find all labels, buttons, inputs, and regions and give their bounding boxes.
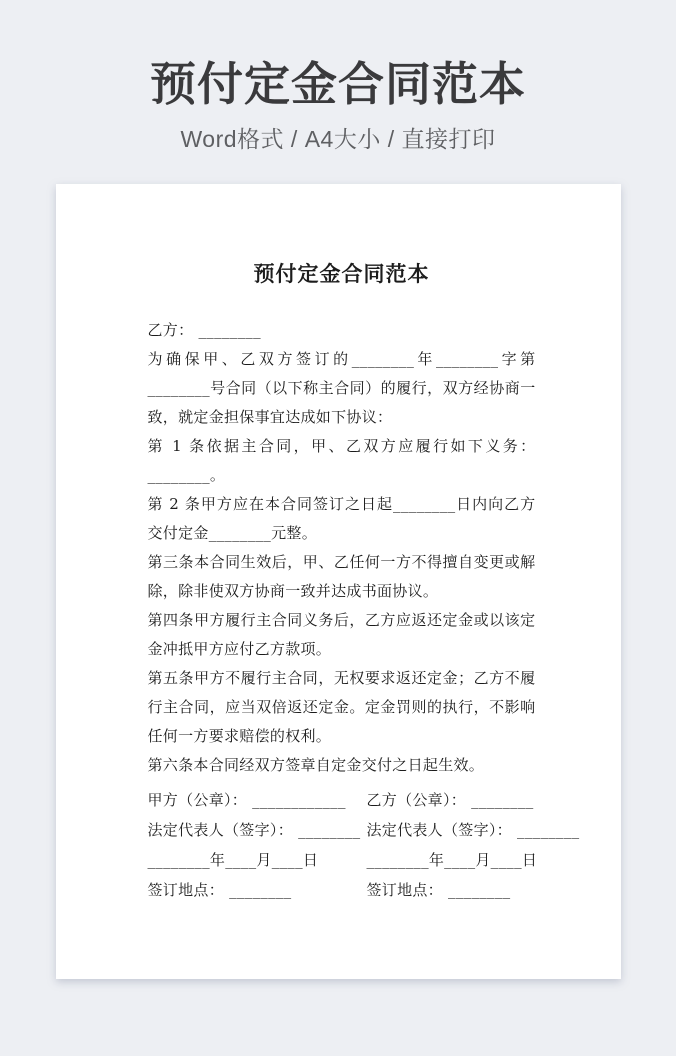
party-a-representative-line: 法定代表人（签字）： ________ [147,820,361,839]
party-b-location-line: 签订地点： ________ [366,880,511,899]
page-subtitle: Word格式 / A4大小 / 直接打印 [180,125,496,152]
clause-5: 第五条甲方不履行主合同，无权要求返还定金；乙方不履行主合同，应当双倍返还定金。定金罚则的执行，不影响任何一方要求赔偿的权利。 [147,668,536,745]
party-b-line: 乙方： ________ [147,320,261,339]
party-b-representative-line: 法定代表人（签字）： ________ [366,820,580,839]
party-a-date-line: ________年____月____日 [147,850,319,869]
party-b-seal-line: 乙方（公章）： ________ [366,790,534,809]
party-a-location-line: 签订地点： ________ [147,880,292,899]
clause-4: 第四条甲方履行主合同义务后，乙方应返还定金或以该定金冲抵甲方应付乙方款项。 [147,610,536,658]
party-b-date-line: ________年____月____日 [366,850,538,869]
preamble-paragraph: 为确保甲、乙双方签订的________年________字第________号合同（以下称主合同）的履行，双方经协商一致，就定金担保事宜达成如下协议： [147,349,536,426]
clause-1: 第 1 条依据主合同，甲、乙双方应履行如下义务： ________。 [147,436,536,484]
clause-3: 第三条本合同生效后，甲、乙任何一方不得擅自变更或解除，除非使双方协商一致并达成书面协议。 [147,552,536,600]
signature-section [147,785,580,905]
header [0,0,676,154]
clause-6: 第六条本合同经双方签章自定金交付之日起生效。 [147,755,485,774]
party-a-seal-line: 甲方（公章）： ____________ [147,790,346,809]
page-title: 预付定金合同范本 [150,58,526,110]
document-title: 预付定金合同范本 [253,260,430,286]
clause-2: 第 2 条甲方应在本合同签订之日起________日内向乙方交付定金________元整。 [147,494,536,542]
document-page [56,184,621,979]
